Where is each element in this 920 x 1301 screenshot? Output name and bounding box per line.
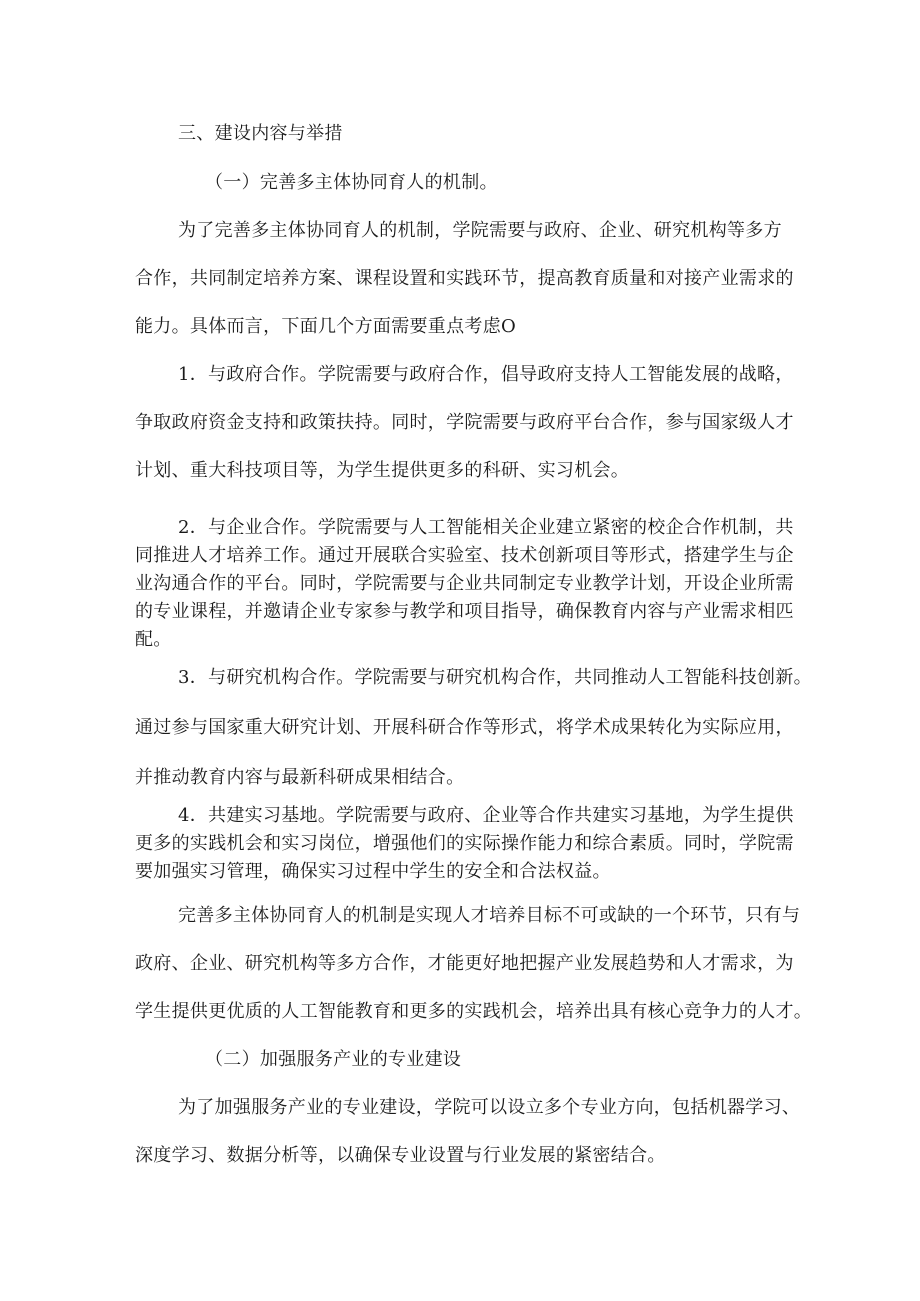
summary-line-1: 完善多主体协同育人的机制是实现人才培养目标不可或缺的一个环节，只有与 (178, 905, 801, 926)
intro-line-2: 合作，共同制定培养方案、课程设置和实践环节，提高教育质量和对接产业需求的 (135, 268, 794, 289)
subsection-heading-2: （二）加强服务产业的专业建设 (205, 1049, 462, 1070)
item1-line-3: 计划、重大科技项目等，为学生提供更多的科研、实习机会。 (135, 460, 630, 481)
section-heading: 三、建设内容与举措 (178, 123, 343, 144)
item2-line-4: 的专业课程，并邀请企业专家参与教学和项目指导，确保教育内容与产业需求相匹 (135, 601, 794, 622)
item2-line-1: 2．与企业合作。学院需要与人工智能相关企业建立紧密的校企合作机制，共 (178, 517, 794, 538)
item1-line-1: 1．与政府合作。学院需要与政府合作，倡导政府支持人工智能发展的战略， (178, 364, 794, 385)
item2-line-3: 业沟通合作的平台。同时，学院需要与企业共同制定专业教学计划，开设企业所需 (135, 573, 794, 594)
sub2-line-1: 为了加强服务产业的专业建设，学院可以设立多个专业方向，包括机器学习、 (178, 1097, 801, 1118)
intro-line-1: 为了完善多主体协同育人的机制，学院需要与政府、企业、研究机构等多方 (178, 220, 782, 241)
intro-line-3: 能力。具体而言，下面几个方面需要重点考虑O (135, 316, 517, 337)
item3-line-3: 并推动教育内容与最新科研成果相结合。 (135, 767, 465, 788)
subsection-heading-1: （一）完善多主体协同育人的机制。 (205, 172, 498, 193)
item4-line-2: 更多的实践机会和实习岗位，增强他们的实际操作能力和综合素质。同时，学院需 (135, 833, 794, 854)
item4-line-1: 4．共建实习基地。学院需要与政府、企业等合作共建实习基地，为学生提供 (178, 805, 794, 826)
item3-line-1: 3．与研究机构合作。学院需要与研究机构合作，共同推动人工智能科技创新。 (178, 667, 812, 688)
item1-line-2: 争取政府资金支持和政策扶持。同时，学院需要与政府平台合作，参与国家级人才 (135, 412, 794, 433)
summary-line-2: 政府、企业、研究机构等多方合作，才能更好地把握产业发展趋势和人才需求，为 (135, 953, 794, 974)
summary-line-3: 学生提供更优质的人工智能教育和更多的实践机会，培养出具有核心竞争力的人才。 (135, 1001, 813, 1022)
item3-line-2: 通过参与国家重大研究计划、开展科研合作等形式，将学术成果转化为实际应用， (135, 717, 794, 738)
sub2-line-2: 深度学习、数据分析等，以确保专业设置与行业发展的紧密结合。 (135, 1145, 666, 1166)
item2-line-5: 配。 (135, 629, 172, 650)
item4-line-3: 要加强实习管理，确保实习过程中学生的安全和合法权益。 (135, 861, 611, 882)
item2-line-2: 同推进人才培养工作。通过开展联合实验室、技术创新项目等形式，搭建学生与企 (135, 545, 794, 566)
